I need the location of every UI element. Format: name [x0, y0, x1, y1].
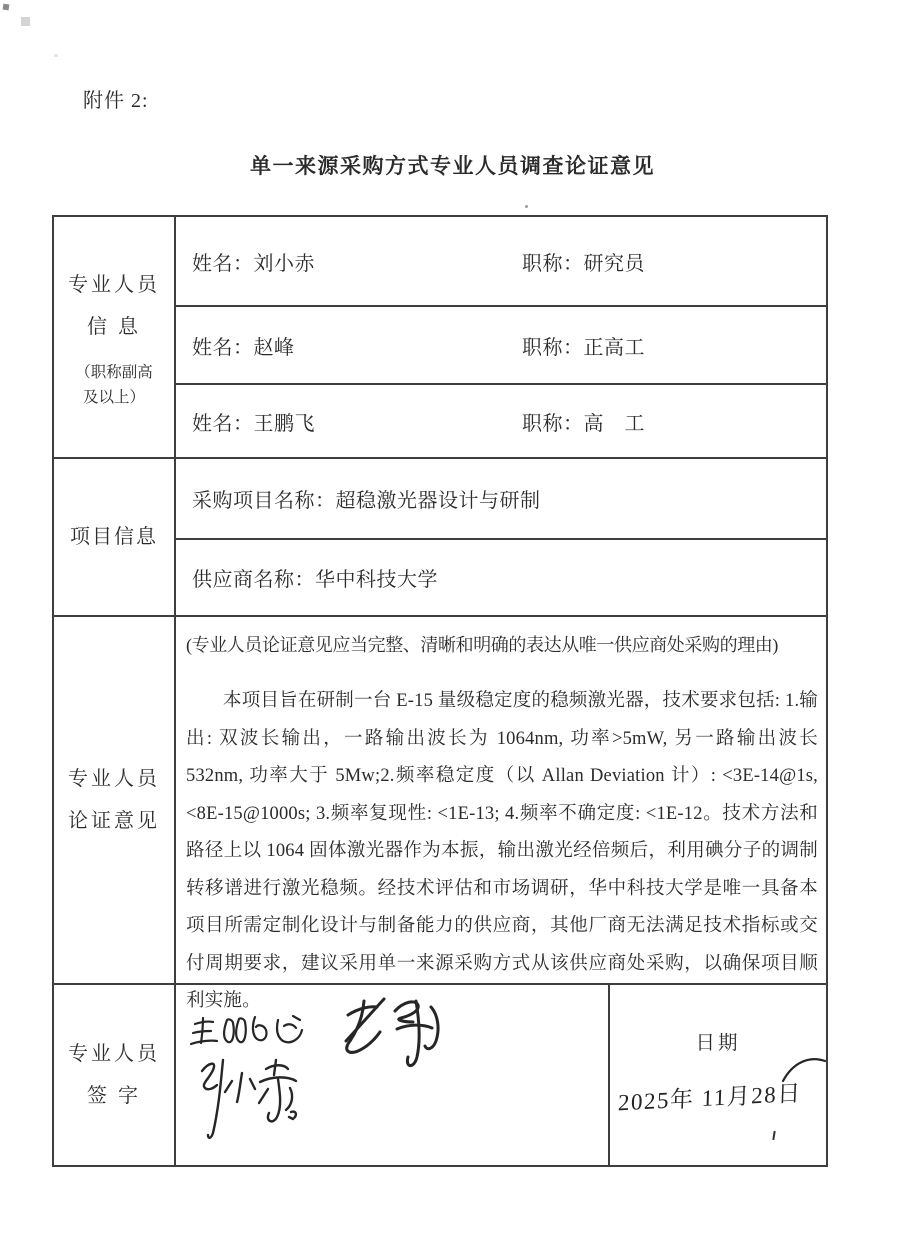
scan-artifact: [54, 54, 58, 57]
signature-liu-xiaochi: [192, 1055, 310, 1147]
date-cell: [610, 985, 826, 1165]
personnel-row-3: [176, 385, 826, 459]
personnel-label-line: 专业人员: [68, 274, 160, 296]
title-value: 研究员: [583, 252, 645, 275]
opinion-note: (专业人员论证意见应当完整、清晰和明确的表达从唯一供应商处采购的理由): [186, 635, 778, 655]
project-name-value: 超稳激光器设计与研制: [335, 490, 541, 512]
personnel-section-label: [54, 217, 176, 459]
project-section-label: 项目信息: [54, 459, 176, 617]
personnel-row-2: [176, 307, 826, 385]
name-value: 赵峰: [253, 336, 295, 359]
personnel-label-note: （职称副高 及以上）: [75, 364, 153, 406]
scan-artifact: [3, 4, 10, 11]
signature-section-label: 专业人员 签 字: [54, 985, 176, 1165]
name-field: 姓名：刘小赤: [192, 252, 315, 275]
name-value: 王鹏飞: [253, 412, 315, 435]
title-field: 职称：正高工: [522, 336, 645, 359]
scan-artifact: [525, 205, 528, 208]
pen-tick-mark: [772, 1131, 775, 1140]
date-handwritten-value: 2025年 11月28日: [617, 1080, 803, 1116]
attachment-label: 附件 2:: [83, 90, 149, 112]
supplier-field: 供应商名称：华中科技大学: [192, 569, 438, 591]
pen-stroke-mark: [780, 1051, 828, 1085]
name-value: 刘小赤: [253, 252, 315, 275]
opinion-cell: [176, 617, 826, 1011]
supplier-value: 华中科技大学: [315, 569, 438, 591]
signature-area: [176, 985, 610, 1165]
personnel-label-line: 信 息: [87, 316, 141, 338]
project-row-1: [176, 459, 826, 540]
name-field: 姓名：赵峰: [192, 336, 295, 359]
page-title: 单一来源采购方式专业人员调查论证意见: [250, 154, 655, 178]
form-table: [52, 215, 828, 1167]
title-field: 职称：高 工: [522, 412, 645, 435]
title-value: 高 工: [583, 412, 645, 435]
opinion-body: 本项目旨在研制一台 E-15 量级稳定度的稳频激光器，技术要求包括: 1.输出: 双波长输出，一路输出波长为 1064nm, 功率>5mW, 另一路输出波长 532nm, 功率大于 5Mw;2.频率稳定度（以 Allan Deviation 计）: <3E-14@1s, <8E-15@1000s; 3.频率复现性: <1E-13; 4.频率不确定度: <1E-12。技术方法和路径上以 1064 固体激光器作为本振，输出激光经倍频后，利用碘分子的调制转移谱进行激光稳频。经技术评估和市场调研，华中科技大学是唯一具备本项目所需定制化设计与制备能力的供应商，其他厂商无法满足技术指标或交付周期要求，建议采用单一来源采购方式从该供应商处采购，以确保项目顺利实施。: [186, 691, 818, 1011]
title-value: 正高工: [583, 336, 645, 359]
project-row-2: [176, 540, 826, 617]
name-field: 姓名：王鹏飞: [192, 412, 315, 435]
date-label: 日期: [695, 1033, 741, 1054]
opinion-section-label: 专业人员 论证意见: [54, 617, 176, 985]
personnel-row-1: [176, 217, 826, 307]
scan-artifact: [21, 17, 30, 26]
signature-wang-pengfei: [188, 1011, 308, 1055]
signature-zhao-feng: [339, 991, 454, 1086]
title-field: 职称：研究员: [522, 252, 645, 275]
project-name-field: 采购项目名称：超稳激光器设计与研制: [192, 490, 541, 512]
